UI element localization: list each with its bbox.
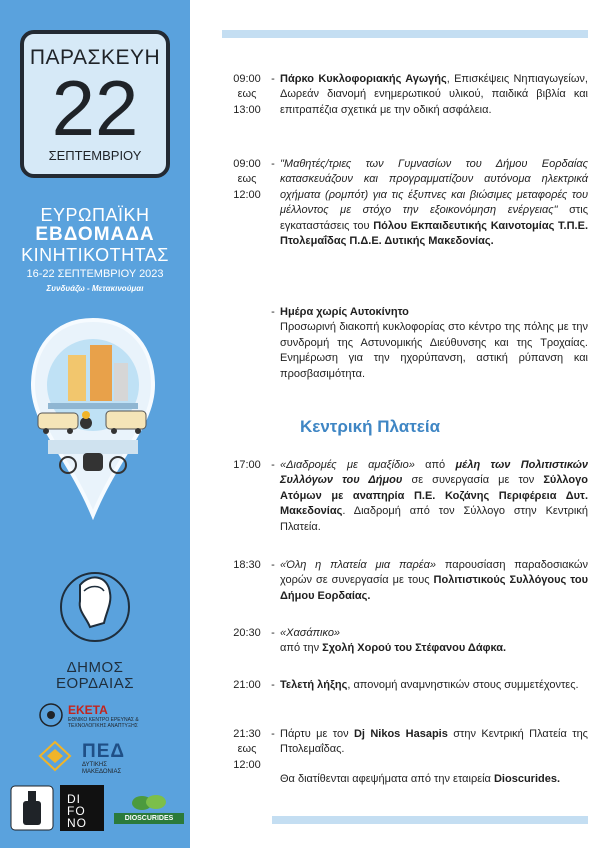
event-motto: Συνδυάζω - Μετακινούμαι — [46, 284, 144, 293]
entry-quote: «Όλη η πλατεία μια παρέα» — [280, 559, 437, 571]
entry-dash: - — [271, 728, 275, 740]
entry-dash: - — [271, 679, 275, 691]
ekera-mark-icon — [38, 702, 64, 728]
sponsor-logos — [10, 785, 185, 835]
ped-mark-icon — [38, 740, 72, 772]
ped-subtitle-line1: ΔΥΤΙΚΗΣ — [82, 762, 107, 768]
entry-body: , Επισκέψεις Νηπιαγωγείων, Δωρεάν διανομή ενημερωτικού υλικού, παιδικά βιβλία και επιτραπέζια σχετικά με την οδική ασφάλεια. — [280, 73, 588, 116]
entry-body: στις εγκαταστάσεις του — [280, 204, 589, 232]
entry-text — [280, 727, 588, 787]
entry-text — [280, 678, 588, 693]
entry-time: 17:00 — [233, 459, 261, 471]
sponsor-dioscurides-logo — [114, 791, 184, 831]
ekera-subtitle: ΕΘΝΙΚΟ ΚΕΝΤΡΟ ΕΡΕΥΝΑΣ & ΤΕΧΝΟΛΟΓΙΚΗΣ ΑΝΑΠΤΥΞΗΣ — [68, 717, 139, 729]
entry-body: από — [414, 459, 456, 471]
sponsor-bottle-logo — [10, 785, 54, 831]
time-sep: εως — [237, 743, 257, 756]
entry-quote: «Χασάπικο» — [280, 627, 341, 639]
sponsor-difono-logo — [60, 785, 104, 831]
event-title-line3: ΚΙΝΗΤΙΚΟΤΗΤΑΣ — [21, 245, 169, 265]
time-end: 12:00 — [233, 188, 261, 201]
day-name: ΠΑΡΑΣΚΕΥΗ — [29, 46, 161, 69]
entry-sponsor: Dioscurides. — [493, 772, 561, 785]
date-box — [20, 30, 170, 178]
entry-dash: - — [271, 559, 275, 571]
entry-quote: "Μαθητές/τριες των Γυμνασίων του Δήμου Εορδαίας κατασκευάζουν και προγραμματίζουν αυτόνομα ηλεκτρικά οχήματα (ρομπότ) για τις έξυπνες και βιώσιμες μεταφορές του μέλλοντος με στόχο την εξοικονόμηση ενέργειας" — [280, 158, 588, 217]
section-title: Κεντρική Πλατεία — [300, 417, 441, 436]
entry-text — [280, 157, 588, 249]
entry-text — [280, 558, 588, 604]
time-sep: εως — [237, 88, 257, 101]
entry-time: 21:00 — [233, 679, 261, 691]
entry-body: . Διαδρομή από τον Σύλλογο στην Κεντρική Πλατεία. — [280, 505, 588, 533]
ped-subtitle-line2: ΜΑΚΕΔΟΝΙΑΣ — [82, 769, 122, 775]
time-start: 09:00 — [233, 158, 261, 170]
entry-paragraph — [280, 727, 588, 758]
entry-org: Σχολή Χορού του Στέφανου Δάφκα. — [322, 642, 507, 655]
time-start: 09:00 — [233, 73, 261, 85]
entry-body: στην Κεντρική Πλατεία της Πτολεμαΐδας. — [280, 728, 588, 756]
time-end: 12:00 — [233, 758, 261, 771]
dimos-line2: ΕΟΡΔΑΙΑΣ — [55, 675, 135, 692]
entry-body: από την — [280, 642, 323, 655]
entry-place: Πόλου Εκπαιδευτικής Καινοτομίας Τ.Π.Ε. Πτολεμαΐδας Π.Δ.Ε. Δυτικής Μακεδονίας. — [280, 219, 589, 248]
entry-text — [280, 458, 588, 535]
time-sep: εως — [237, 173, 257, 186]
event-title — [0, 205, 190, 293]
entry-time — [228, 157, 266, 203]
dimos-eordaias-logo — [50, 565, 140, 645]
entry-dash: - — [271, 158, 275, 170]
entry-time: 18:30 — [233, 559, 261, 571]
entry-paragraph — [280, 772, 588, 787]
entry-title: Πάρκο Κυκλοφοριακής Αγωγής — [280, 73, 447, 85]
entry-text — [280, 72, 588, 118]
entry-body: παρουσίαση παραδοσιακών χορών σε συνεργασία με τους — [280, 559, 588, 587]
entry-body: σε συνεργασία με τον — [402, 474, 544, 487]
bottom-decor-bar — [272, 816, 588, 824]
entry-time: 20:30 — [233, 627, 261, 639]
entry-body: Πάρτυ με τον — [280, 728, 354, 740]
entry-org: Πολιτιστικούς Συλλόγους του Δήμου Εορδαίας. — [280, 574, 589, 602]
entry-body: Προσωρινή διακοπή κυκλοφορίας στο κέντρο της πόλης με την συνδρομή της Αστυνομικής Διεύθυνσης και της Τροχαίας. Ενημέρωση για την ηχορύπανση, αστική ρύπανση και προσβασιμότητα. — [280, 321, 588, 380]
ped-subtitle — [82, 762, 121, 776]
time-start: 21:30 — [233, 728, 261, 740]
entry-title: Τελετή λήξης — [280, 679, 348, 691]
ekera-logo — [38, 700, 178, 734]
sponsor-dioscurides-text: DIOSCURIDES — [114, 813, 184, 824]
mobility-pin-illustration — [28, 315, 158, 520]
day-number: 22 — [51, 64, 139, 152]
entry-title: Ημέρα χωρίς Αυτοκίνητο — [280, 306, 409, 318]
entry-text — [280, 626, 588, 657]
ped-title: ΠΕΔ — [82, 741, 126, 762]
sponsor-difono-text: DI FO NO — [67, 792, 87, 830]
month-name: ΣΕΠΤΕΜΒΡΙΟΥ — [48, 148, 142, 163]
entry-partner: Σύλλογο Ατόμων με αναπηρία Π.Ε. Κοζάνης Περιφέρεια Δυτ. Μακεδονίας — [280, 474, 588, 518]
entry-body: , απονομή αναμνηστικών στους συμμετέχοντες. — [347, 679, 579, 691]
entry-dash: - — [271, 627, 275, 639]
time-end: 13:00 — [233, 103, 261, 116]
event-title-line1: ΕΥΡΩΠΑΪΚΗ — [40, 205, 150, 225]
ped-logo — [38, 740, 178, 774]
entry-quote: «Διαδρομές με αμαξίδιο» — [280, 459, 415, 471]
sidebar — [0, 0, 190, 848]
entry-dash: - — [271, 306, 275, 318]
entry-dash: - — [271, 73, 275, 85]
leaf-icon — [114, 791, 184, 813]
top-decor-bar — [222, 30, 588, 38]
entry-time — [228, 727, 266, 773]
entry-body: Θα διατίθενται αφεψήματα από την εταιρεία — [280, 772, 494, 785]
event-dates: 16-22 ΣΕΠΤΕΜΒΡΙΟΥ 2023 — [26, 268, 164, 280]
ekera-title: ΕΚΕΤΑ — [68, 703, 108, 717]
entry-text — [280, 305, 588, 382]
dimos-line1: ΔΗΜΟΣ — [66, 659, 124, 676]
entry-dj: Dj Nikos Hasapis — [353, 728, 448, 740]
entry-dash: - — [271, 459, 275, 471]
entry-time — [228, 72, 266, 118]
entry-org: μέλη των Πολιτιστικών Συλλόγων του Δήμου — [280, 459, 588, 487]
event-title-line2: ΕΒΔΟΜΑΔΑ — [35, 224, 155, 245]
dimos-eordaias-name — [0, 660, 190, 692]
